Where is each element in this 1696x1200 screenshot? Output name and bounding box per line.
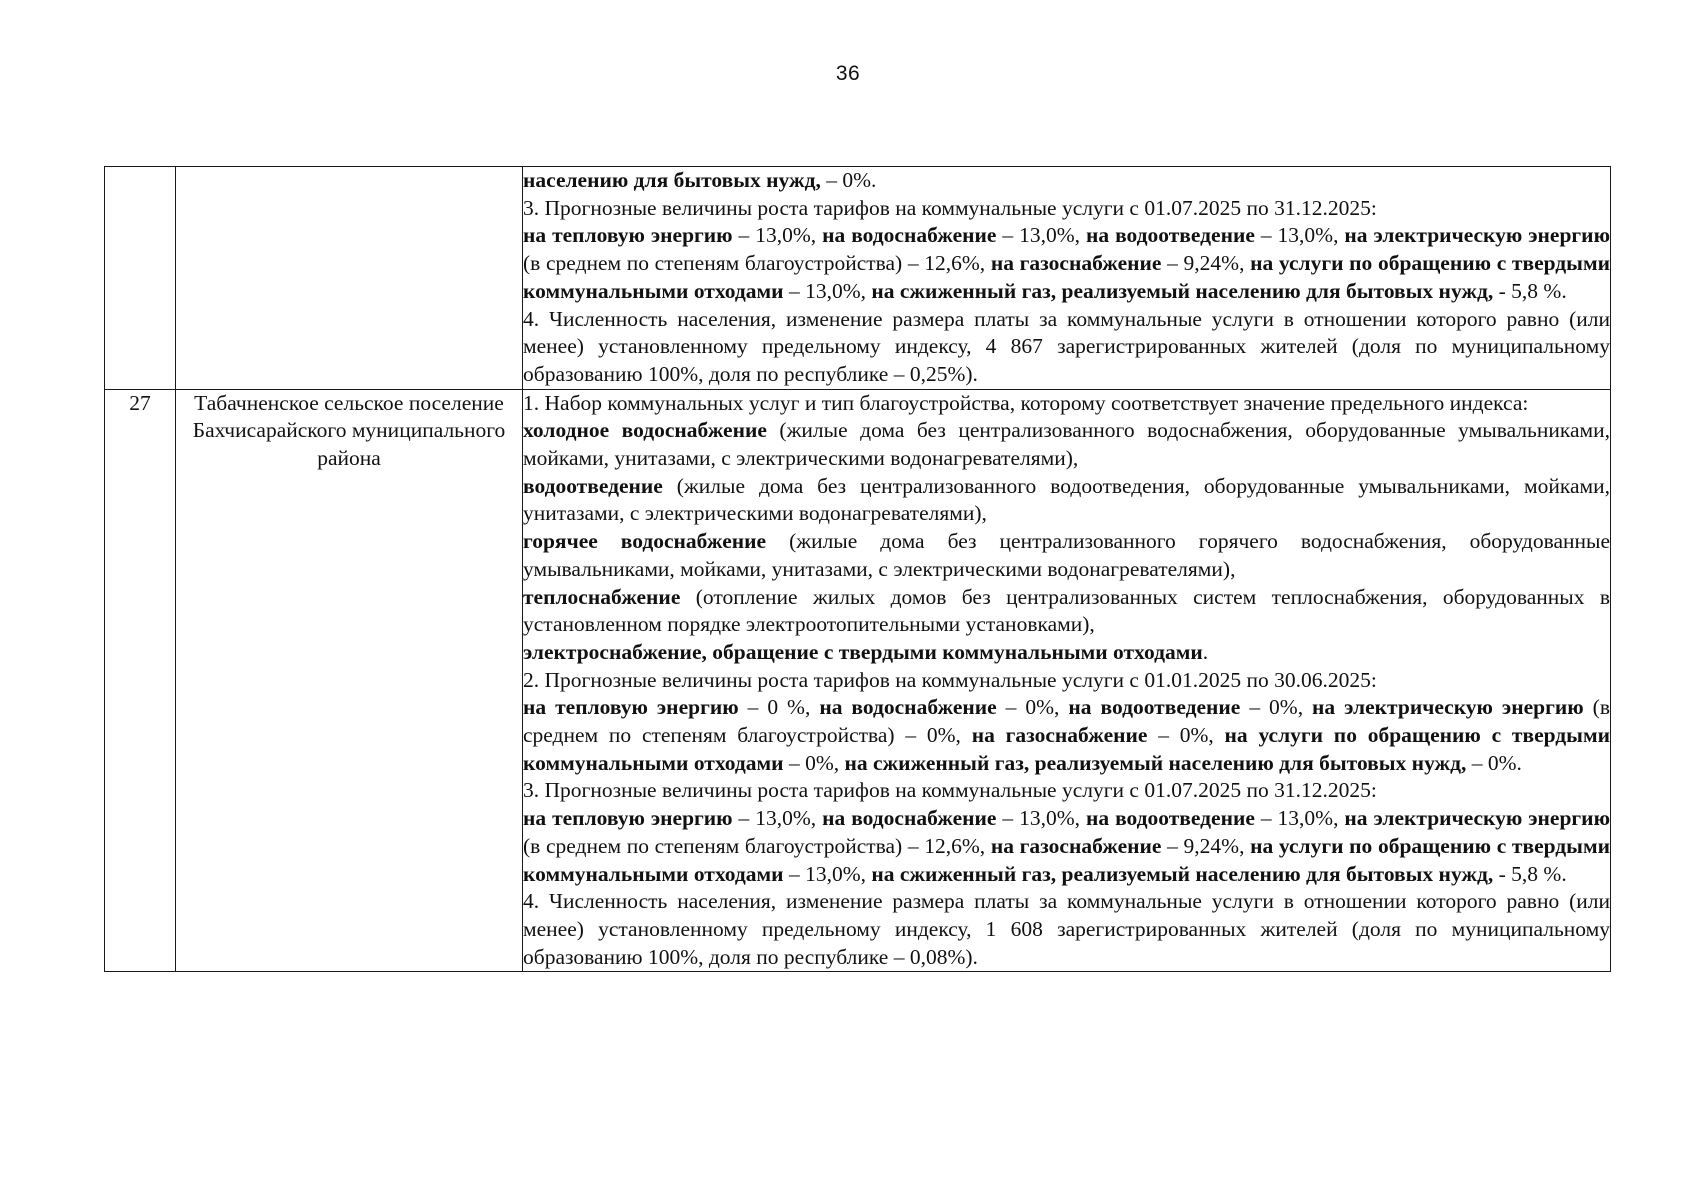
- description-paragraph: [523, 528, 1610, 583]
- text-segment: 3. Прогнозные величины роста тарифов на коммунальные услуги с 01.07.2025 по 31.12.2025:: [523, 778, 1377, 803]
- row-number-cell: 27: [105, 389, 176, 972]
- bold-text-segment: на водоотведение: [1085, 806, 1255, 831]
- description-paragraph: [523, 805, 1610, 888]
- description-paragraph: [523, 639, 1610, 667]
- bold-text-segment: на тепловую энергию: [523, 806, 733, 831]
- bold-text-segment: на тепловую энергию: [523, 695, 739, 720]
- bold-text-segment: на водоснабжение: [822, 806, 997, 831]
- text-segment: – 0%,: [1240, 695, 1313, 720]
- description-paragraph: [523, 888, 1610, 971]
- text-segment: – 13,0%,: [1254, 806, 1345, 831]
- description-paragraph: [523, 777, 1610, 805]
- description-paragraph: [523, 222, 1610, 305]
- description-paragraph: [523, 667, 1610, 695]
- text-segment: (жилые дома без централизованного горячего водоснабжения, оборудованные умывальниками, мойками, унитазами, с электрическими водонагревателями),: [523, 529, 1610, 581]
- row-number-cell: [105, 167, 176, 390]
- text-segment: 4. Численность населения, изменение размера платы за коммунальные услуги в отношении которого равно (или менее) установленному предельному индексу, 4 867 зарегистрированных жителей (доля по муниципальному образованию 100%, доля по республике – 0,25%).: [523, 306, 1610, 386]
- bold-text-segment: на сжиженный газ, реализуемый населению для бытовых нужд,: [844, 750, 1467, 775]
- text-segment: – 9,24%,: [1161, 833, 1251, 858]
- bold-text-segment: на газоснабжение: [990, 833, 1162, 858]
- settlement-name-cell: [176, 167, 523, 390]
- bold-text-segment: на тепловую энергию: [523, 223, 733, 248]
- settlement-name-cell: Табачненское сельское поселение Бахчисарайского муниципального района: [176, 389, 523, 972]
- description-paragraph: [523, 694, 1610, 777]
- description-paragraph: [523, 584, 1610, 639]
- bold-text-segment: на водоотведение: [1068, 695, 1241, 720]
- bold-text-segment: на услуги по обращению с твердыми коммунальными отходами: [523, 251, 1610, 303]
- bold-text-segment: населению для бытовых нужд,: [523, 168, 821, 192]
- bold-text-segment: на услуги по обращению с твердыми коммунальными отходами: [523, 723, 1610, 775]
- bold-text-segment: на водоснабжение: [822, 223, 997, 248]
- bold-text-segment: на электрическую энергию: [1344, 806, 1611, 831]
- text-segment: (жилые дома без централизованного водоотведения, оборудованные умывальниками, мойками, унитазами, с электрическими водонагревателями),: [523, 473, 1610, 526]
- bold-text-segment: электроснабжение, обращение с твердыми коммунальными отходами: [523, 639, 1203, 664]
- bold-text-segment: на газоснабжение: [990, 251, 1162, 276]
- text-segment: – 13,0%,: [783, 861, 872, 886]
- text-segment: – 9,24%,: [1161, 251, 1251, 276]
- bold-text-segment: на электрическую энергию: [1312, 695, 1584, 720]
- text-segment: – 0%,: [1147, 723, 1225, 748]
- text-segment: (жилые дома без централизованного водоснабжения, оборудованные умывальниками, мойками, унитазами, с электрическими водонагревателями),: [523, 418, 1610, 471]
- table-row: [105, 389, 1611, 972]
- text-segment: (в среднем по степеням благоустройства) – 12,6%,: [523, 833, 991, 858]
- description-paragraph: [523, 417, 1610, 472]
- text-segment: – 0%.: [820, 168, 877, 192]
- tariff-table: [104, 166, 1611, 972]
- description-paragraph: [523, 306, 1610, 389]
- bold-text-segment: водоотведение: [523, 473, 663, 498]
- description-paragraph: [523, 195, 1610, 223]
- text-segment: - 5,8 %.: [1493, 861, 1567, 886]
- description-paragraph: [523, 390, 1610, 418]
- table-row: [105, 167, 1611, 390]
- text-segment: – 0%.: [1466, 750, 1522, 775]
- text-segment: – 13,0%,: [1254, 223, 1345, 248]
- text-segment: (в среднем по степеням благоустройства) – 0%,: [523, 695, 1610, 748]
- text-segment: 4. Численность населения, изменение размера платы за коммунальные услуги в отношении которого равно (или менее) установленному предельному индексу, 1 608 зарегистрированных жителей (доля по муниципальному образованию 100%, доля по республике – 0,08%).: [523, 889, 1610, 969]
- bold-text-segment: на электрическую энергию: [1344, 223, 1611, 248]
- bold-text-segment: на газоснабжение: [971, 723, 1148, 748]
- text-segment: – 0%,: [783, 750, 845, 775]
- bold-text-segment: на водоснабжение: [819, 695, 997, 720]
- text-segment: – 13,0%,: [783, 278, 872, 303]
- description-paragraph: [523, 473, 1610, 528]
- text-segment: .: [1202, 639, 1209, 664]
- description-paragraphs: [523, 390, 1610, 972]
- text-segment: - 5,8 %.: [1493, 278, 1567, 303]
- text-segment: – 13,0%,: [732, 223, 823, 248]
- text-segment: 3. Прогнозные величины роста тарифов на коммунальные услуги с 01.07.2025 по 31.12.2025:: [523, 195, 1377, 220]
- bold-text-segment: на сжиженный газ, реализуемый населению для бытовых нужд,: [871, 278, 1494, 303]
- text-segment: (отопление жилых домов без централизованных систем теплоснабжения, оборудованных в установленном порядке электроотопительными установками),: [523, 584, 1610, 637]
- description-paragraphs: [523, 167, 1610, 389]
- text-segment: (в среднем по степеням благоустройства) – 12,6%,: [523, 251, 991, 276]
- description-paragraph: [523, 167, 1610, 195]
- description-cell: [523, 167, 1611, 390]
- page-number: 36: [835, 62, 861, 85]
- text-segment: – 13,0%,: [996, 223, 1086, 248]
- text-segment: – 13,0%,: [732, 806, 823, 831]
- text-segment: – 0 %,: [738, 695, 820, 720]
- bold-text-segment: горячее водоснабжение: [523, 529, 767, 554]
- bold-text-segment: на сжиженный газ, реализуемый населению для бытовых нужд,: [871, 861, 1494, 886]
- text-segment: 2. Прогнозные величины роста тарифов на коммунальные услуги с 01.01.2025 по 30.06.2025:: [523, 667, 1377, 692]
- text-segment: – 0%,: [996, 695, 1069, 720]
- text-segment: 1. Набор коммунальных услуг и тип благоустройства, которому соответствует значение предельного индекса:: [523, 390, 1529, 415]
- bold-text-segment: холодное водоснабжение: [523, 418, 767, 443]
- description-cell: [523, 389, 1611, 972]
- text-segment: – 13,0%,: [996, 806, 1086, 831]
- bold-text-segment: на услуги по обращению с твердыми коммунальными отходами: [523, 833, 1610, 886]
- bold-text-segment: на водоотведение: [1085, 223, 1255, 248]
- bold-text-segment: теплоснабжение: [523, 584, 681, 609]
